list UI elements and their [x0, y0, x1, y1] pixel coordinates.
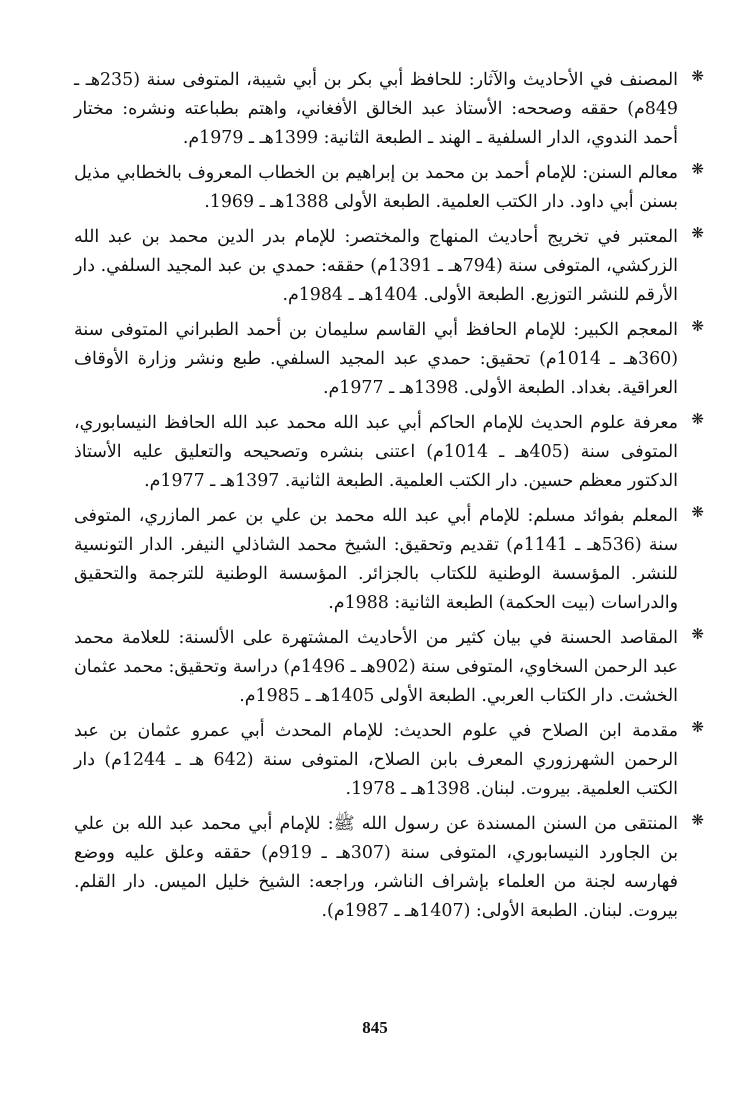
entry-text: المنتقى من السنن المسندة عن رسول الله ﷺ: للإمام أبي محمد عبد الله بن علي بن الجاورد النيسابوري، المتوفى سنة (307هـ ـ 919م) حققه وعلق عليه ووضع فهارسه لجنة من العلماء بإشراف الناشر، وراجعه: الشيخ خليل الميس. دار القلم. بيروت. لبنان. الطبعة الأولى: (1407هـ ـ 1987م). [74, 814, 678, 921]
asterism-icon: ❋ [691, 67, 704, 85]
bibliography-entry [74, 409, 704, 496]
page-number: 845 [362, 1018, 388, 1037]
asterism-icon: ❋ [691, 503, 704, 521]
asterism-icon: ❋ [691, 160, 704, 178]
asterism-icon: ❋ [691, 811, 704, 829]
asterism-icon: ❋ [691, 718, 704, 736]
bibliography-entry [74, 316, 704, 403]
bibliography-list [74, 66, 704, 932]
bibliography-entry [74, 159, 704, 217]
bibliography-entry [74, 717, 704, 804]
entry-text: المعجم الكبير: للإمام الحافظ أبي القاسم سليمان بن أحمد الطبراني المتوفى سنة (360هـ ـ 1014م) تحقيق: حمدي عبد المجيد السلفي. طبع ونشر وزارة الأوقاف العراقية. بغداد. الطبعة الأولى. 1398هـ ـ 1977م. [74, 320, 678, 398]
asterism-icon: ❋ [691, 224, 704, 242]
bibliography-entry [74, 810, 704, 926]
entry-text: المعتبر في تخريج أحاديث المنهاج والمختصر: للإمام بدر الدين محمد بن عبد الله الزركشي، المتوفى سنة (794هـ ـ 1391م) حققه: حمدي بن عبد المجيد السلفي. دار الأرقم للنشر التوزيع. الطبعة الأولى. 1404هـ ـ 1984م. [74, 227, 678, 305]
entry-text: المعلم بفوائد مسلم: للإمام أبي عبد الله محمد بن علي بن عمر المازري، المتوفى سنة (536هـ ـ 1141م) تقديم وتحقيق: الشيخ محمد الشاذلي النيفر. الدار التونسية للنشر. المؤسسة الوطنية للكتاب بالجزائر. المؤسسة الوطنية للترجمة والتحقيق والدراسات (بيت الحكمة) الطبعة الثانية: 1988م. [74, 506, 678, 613]
bibliography-entry [74, 223, 704, 310]
entry-text: معرفة علوم الحديث للإمام الحاكم أبي عبد الله محمد عبد الله الحافظ النيسابوري، المتوفى سنة (405هـ ـ 1014م) اعتنى بنشره وتصحيحه والتعليق عليه الأستاذ الدكتور معظم حسين. دار الكتب العلمية. الطبعة الثانية. 1397هـ ـ 1977م. [74, 413, 678, 491]
entry-text: المقاصد الحسنة في بيان كثير من الأحاديث المشتهرة على الألسنة: للعلامة محمد عبد الرحمن السخاوي، المتوفى سنة (902هـ ـ 1496م) دراسة وتحقيق: محمد عثمان الخشت. دار الكتاب العربي. الطبعة الأولى 1405هـ ـ 1985م. [74, 628, 678, 706]
bibliography-entry [74, 502, 704, 618]
entry-text: معالم السنن: للإمام أحمد بن محمد بن إبراهيم بن الخطاب المعروف بالخطابي مذيل بسنن أبي داود. دار الكتب العلمية. الطبعة الأولى 1388هـ ـ 1969. [74, 163, 678, 212]
bibliography-entry [74, 624, 704, 711]
asterism-icon: ❋ [691, 625, 704, 643]
entry-text: المصنف في الأحاديث والآثار: للحافظ أبي بكر بن أبي شيبة، المتوفى سنة (235هـ ـ 849م) حققه وصححه: الأستاذ عبد الخالق الأفغاني، واهتم بطباعته ونشره: مختار أحمد الندوي، الدار السلفية ـ الهند ـ الطبعة الثانية: 1399هـ ـ 1979م. [74, 70, 678, 148]
entry-text: مقدمة ابن الصلاح في علوم الحديث: للإمام المحدث أبي عمرو عثمان بن عبد الرحمن الشهرزوري المعرف بابن الصلاح، المتوفى سنة (642 هـ ـ 1244م) دار الكتب العلمية. بيروت. لبنان. 1398هـ ـ 1978. [74, 721, 678, 799]
bibliography-entry [74, 66, 704, 153]
asterism-icon: ❋ [691, 410, 704, 428]
asterism-icon: ❋ [691, 317, 704, 335]
